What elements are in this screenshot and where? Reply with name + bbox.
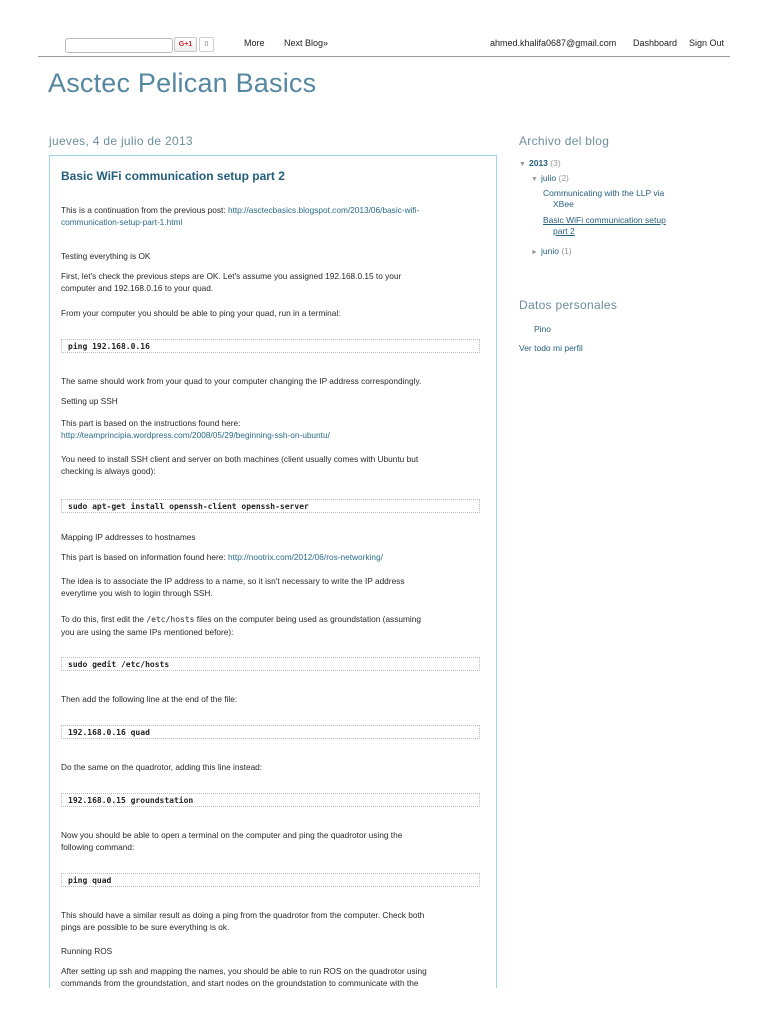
text-line: commands from the groundstation, and start nodes on the groundstation to communicate with the — [61, 978, 419, 988]
text-line: you are using the same IPs mentioned before): — [61, 627, 234, 637]
archive-year-2013[interactable] — [519, 158, 561, 170]
more-link[interactable]: More — [244, 38, 265, 48]
text-line: Now you should be able to open a terminal on the computer and ping the quadrotor using the — [61, 830, 403, 840]
text: This part is based on information found here: — [61, 552, 228, 562]
post-link[interactable]: Basic WiFi communication setup — [543, 215, 666, 225]
profile-name-link[interactable]: Pino — [534, 324, 552, 334]
paragraph-same: The same should work from your quad to your computer changing the IP address correspondingly. — [61, 376, 422, 386]
month-count: (1) — [561, 246, 572, 256]
text-line: First, let's check the previous steps are OK. Let's assume you assigned 192.168.0.15 to your — [61, 271, 402, 281]
archive-month-junio[interactable] — [531, 246, 572, 258]
paragraph-similar-result — [61, 909, 483, 933]
post-container — [49, 155, 497, 988]
text-line: This part is based on the instructions found here: — [61, 418, 241, 428]
heading-ssh: Setting up SSH — [61, 396, 118, 406]
teamprincipia-link[interactable]: http://teamprincipia.wordpress.com/2008/05/29/beginning-ssh-on-ubuntu/ — [61, 430, 330, 440]
previous-post-link[interactable]: http://asctecbasics.blogspot.com/2013/06/basic-wifi- — [227, 205, 420, 215]
code-block: sudo apt-get install openssh-client openssh-server — [61, 499, 480, 513]
user-email: ahmed.khalifa0687@gmail.com — [490, 38, 617, 48]
paragraph-ssh-source — [61, 417, 483, 441]
text: files on the computer being used as groundstation (assuming — [194, 614, 421, 624]
heading-testing: Testing everything is OK — [61, 251, 151, 261]
heading-ros: Running ROS — [61, 946, 113, 956]
paragraph-install-ssh — [61, 453, 483, 477]
year-link[interactable]: 2013 — [529, 158, 548, 168]
archive-post-xbee[interactable] — [543, 188, 664, 210]
paragraph-intro — [61, 204, 483, 228]
dashboard-link[interactable]: Dashboard — [633, 38, 678, 48]
collapsed-triangle-icon[interactable]: ► — [531, 249, 538, 256]
text-line: following command: — [61, 842, 135, 852]
google-plus-count: 0 — [199, 37, 214, 52]
text-line: pings are possible to be sure everything is ok. — [61, 922, 230, 932]
intro-text: This is a continuation from the previous post: — [61, 205, 228, 215]
code-block: 192.168.0.15 groundstation — [61, 793, 480, 807]
post-link[interactable]: Communicating with the LLP via — [543, 188, 665, 198]
inline-code: /etc/hosts — [146, 615, 195, 624]
text-line: This should have a similar result as doing a ping from the quadrotor from the computer. Check both — [61, 910, 425, 920]
blogger-navbar — [38, 32, 730, 57]
code-block: 192.168.0.16 quad — [61, 725, 480, 739]
nootrix-link[interactable]: http://nootrix.com/2012/06/ros-networking/ — [227, 552, 383, 562]
navbar-search-input[interactable] — [65, 38, 173, 53]
paragraph-add-line: Then add the following line at the end of the file: — [61, 694, 238, 704]
paragraph-running-ros — [61, 965, 483, 988]
paragraph-idea — [61, 575, 483, 599]
previous-post-link-cont[interactable]: communication-setup-part-1.html — [61, 217, 183, 227]
next-blog-link[interactable]: Next Blog» — [284, 38, 329, 48]
code-block: ping quad — [61, 873, 480, 887]
expanded-triangle-icon[interactable]: ▼ — [531, 176, 538, 183]
profile-widget-title: Datos personales — [519, 298, 618, 312]
heading-mapping: Mapping IP addresses to hostnames — [61, 532, 196, 542]
post-link-cont[interactable]: part 2 — [553, 226, 575, 236]
archive-widget-title: Archivo del blog — [519, 134, 610, 148]
month-link[interactable]: julio — [541, 173, 557, 183]
year-count: (3) — [550, 158, 561, 168]
text: To do this, first edit the — [61, 614, 147, 624]
month-link[interactable]: junio — [541, 246, 559, 256]
archive-post-wifi[interactable] — [543, 215, 666, 237]
post-date: jueves, 4 de julio de 2013 — [49, 134, 193, 148]
post-link-cont[interactable]: XBee — [553, 199, 574, 209]
paragraph-ping-instructions: From your computer you should be able to ping your quad, run in a terminal: — [61, 308, 341, 318]
expanded-triangle-icon[interactable]: ▼ — [519, 161, 526, 168]
paragraph-check — [61, 270, 483, 294]
paragraph-edit-hosts — [61, 613, 483, 638]
code-block: ping 192.168.0.16 — [61, 339, 480, 353]
google-plus-one-button[interactable]: G+1 — [174, 37, 197, 52]
text-line: computer and 192.168.0.16 to your quad. — [61, 283, 214, 293]
paragraph-quadrotor: Do the same on the quadrotor, adding this line instead: — [61, 762, 263, 772]
blog-title[interactable]: Asctec Pelican Basics — [48, 68, 317, 98]
text-line: The idea is to associate the IP address to a name, so it isn't necessary to write the IP address — [61, 576, 405, 586]
text-line: everytime you wish to login through SSH. — [61, 588, 213, 598]
code-block: sudo gedit /etc/hosts — [61, 657, 480, 671]
text-line: checking is always good): — [61, 466, 156, 476]
paragraph-mapping-source — [61, 551, 483, 563]
view-profile-link[interactable]: Ver todo mi perfil — [519, 343, 583, 353]
text-line: After setting up ssh and mapping the names, you should be able to run ROS on the quadrotor using — [61, 966, 427, 976]
profile-name[interactable] — [534, 324, 551, 335]
paragraph-open-terminal — [61, 829, 483, 853]
sign-out-link[interactable]: Sign Out — [689, 38, 725, 48]
post-title[interactable]: Basic WiFi communication setup part 2 — [61, 169, 285, 183]
month-count: (2) — [558, 173, 569, 183]
text-line: You need to install SSH client and server on both machines (client usually comes with Ubuntu but — [61, 454, 419, 464]
archive-month-julio[interactable] — [531, 173, 569, 185]
profile-full-link[interactable] — [519, 343, 583, 354]
